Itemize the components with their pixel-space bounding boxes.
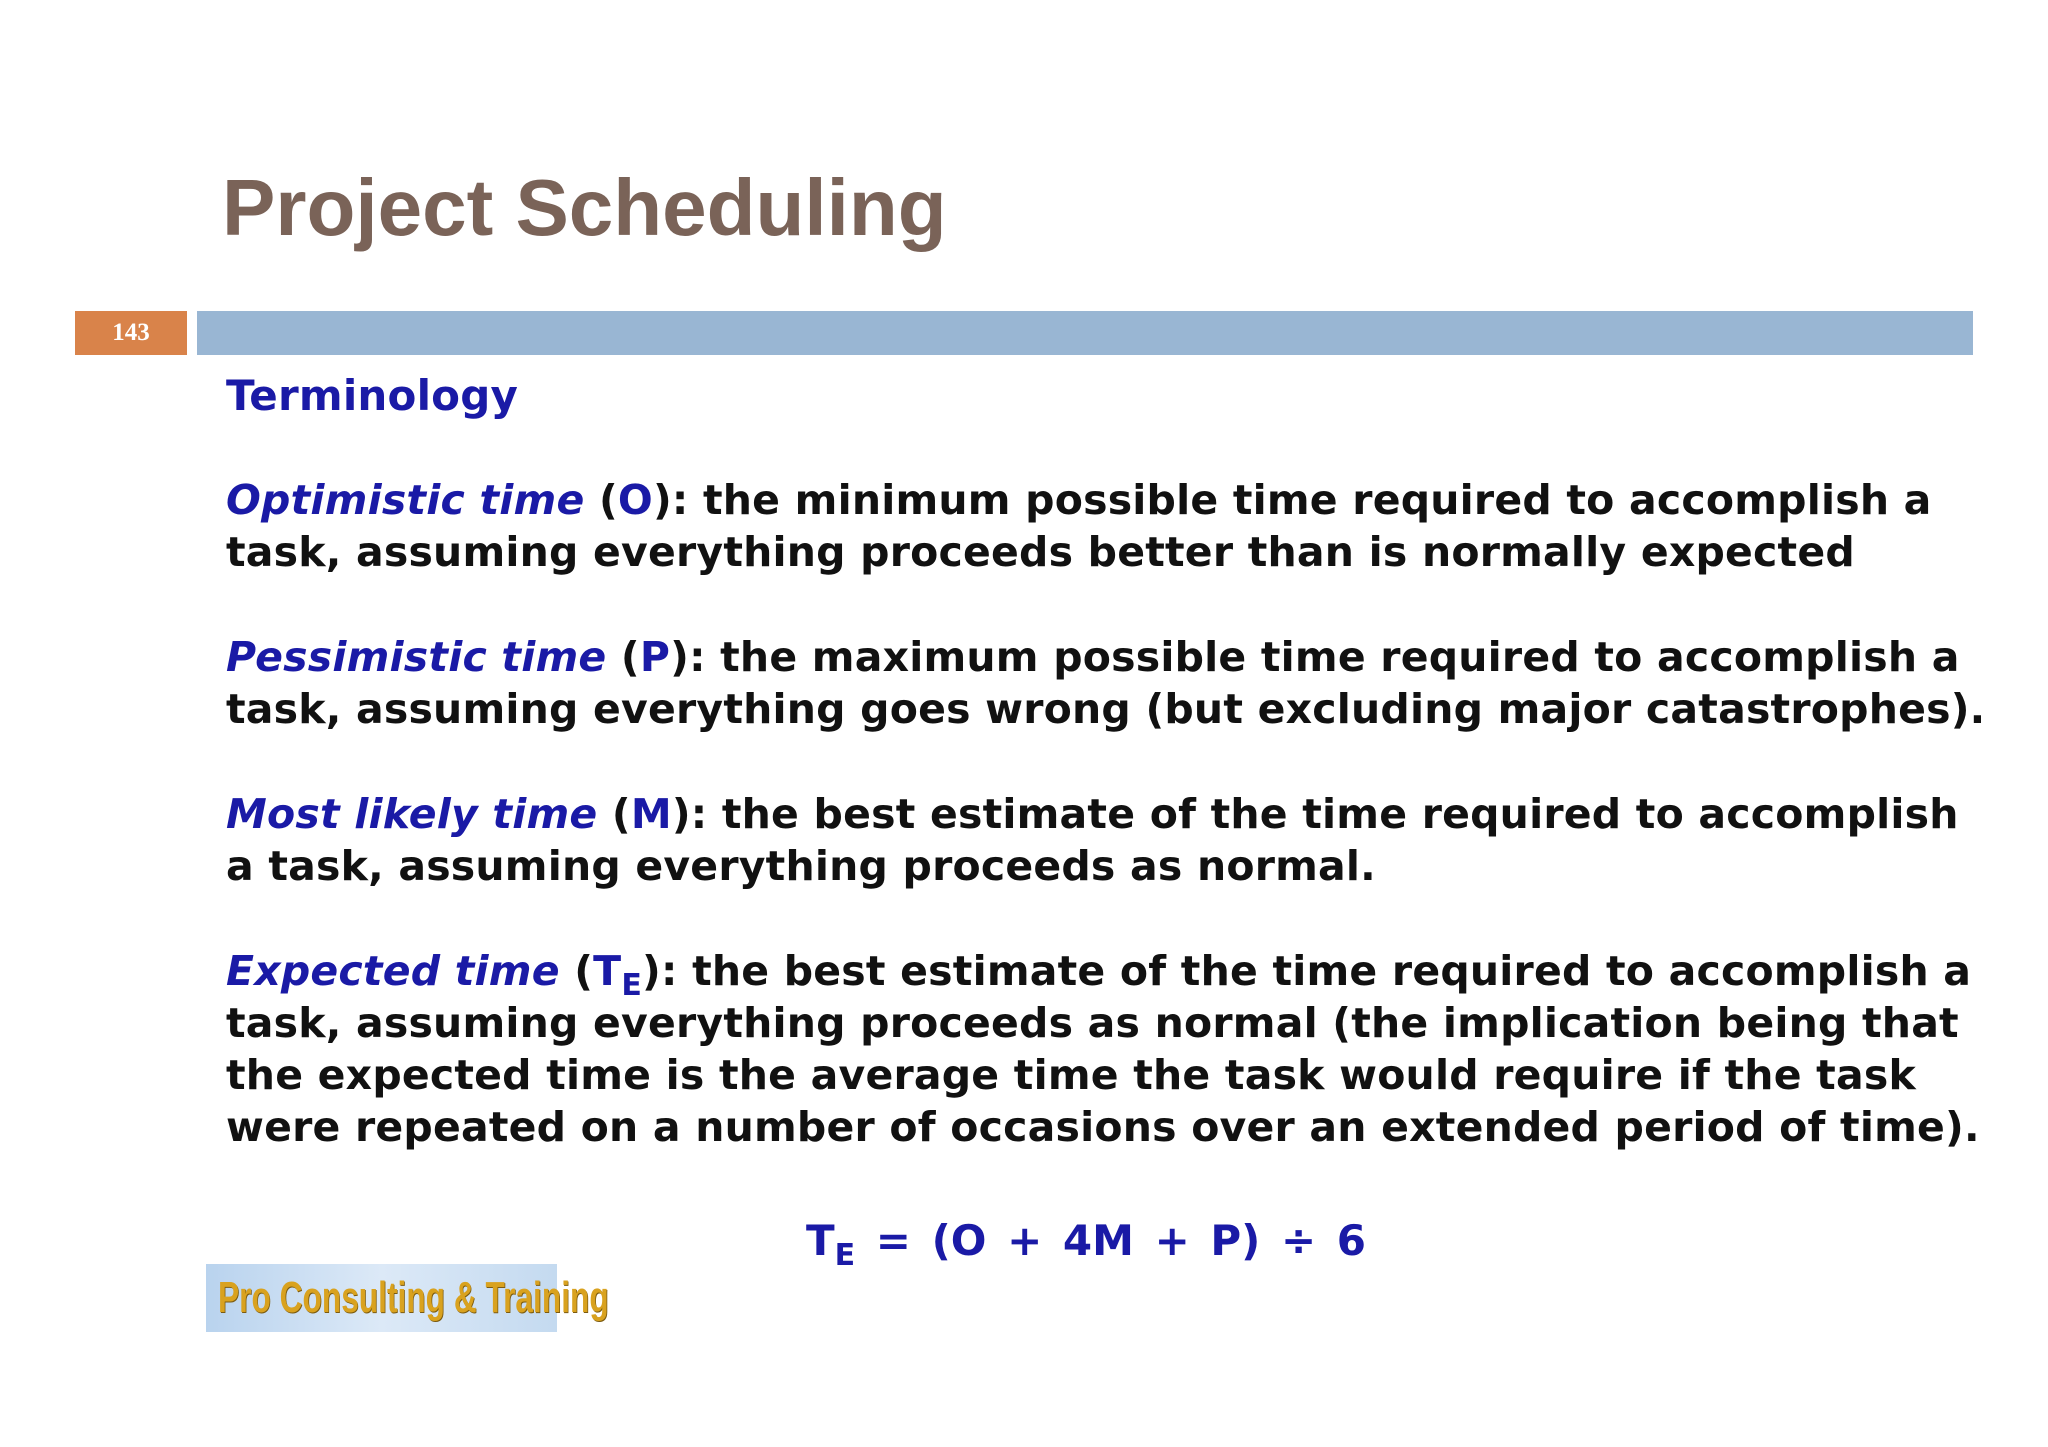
term-symbol-subscript: E (621, 968, 643, 1003)
symbol-paren-close: ) (652, 476, 672, 524)
term-symbol-main: T (593, 947, 622, 995)
definition-line (226, 788, 1986, 840)
definition-text: : the minimum possible time required to accomplish a (671, 476, 1932, 524)
logo-text: Pro Consulting & Training (218, 1273, 609, 1322)
definition-expected (226, 945, 1986, 1153)
formula-lhs: T (806, 1216, 835, 1265)
symbol-paren-close: ) (671, 790, 691, 838)
term-symbol (593, 947, 643, 1003)
definition-line: a task, assuming everything proceeds as normal. (226, 842, 1376, 890)
term-symbol: P (639, 633, 671, 681)
definition-line (226, 945, 1986, 1003)
symbol-paren-close: ) (642, 947, 661, 995)
term-symbol: M (630, 790, 672, 838)
term-label: Most likely time (226, 790, 598, 838)
definition-text: : the maximum possible time required to accomplish a (689, 633, 1960, 681)
title-divider-bar (197, 311, 1973, 355)
definition-line: the expected time is the average time the task would require if the task (226, 1051, 1916, 1099)
definition-optimistic (226, 474, 1986, 578)
symbol-paren-close: ) (670, 633, 690, 681)
page-number-badge: 143 (75, 311, 187, 355)
expected-time-formula (806, 1213, 1367, 1273)
symbol-paren-open: ( (611, 790, 631, 838)
definition-pessimistic (226, 631, 1986, 735)
definition-text: : the best estimate of the time required to accomplish (690, 790, 1959, 838)
definition-line (226, 474, 1986, 526)
formula-rhs: = (O + 4M + P) ÷ 6 (875, 1216, 1367, 1265)
formula-lhs-subscript: E (834, 1238, 856, 1273)
definition-most-likely (226, 788, 1986, 892)
section-heading: Terminology (226, 371, 519, 420)
symbol-paren-open: ( (620, 633, 640, 681)
symbol-paren-open: ( (574, 947, 594, 995)
definition-line: task, assuming everything proceeds better than is normally expected (226, 528, 1855, 576)
term-symbol: O (617, 476, 653, 524)
symbol-paren-open: ( (598, 476, 618, 524)
definition-line (226, 631, 1986, 683)
definition-text: : the best estimate of the time required to accomplish a (661, 947, 1972, 995)
definition-line: were repeated on a number of occasions over an extended period of time). (226, 1103, 1980, 1151)
definition-line: task, assuming everything proceeds as normal (the implication being that (226, 999, 1959, 1047)
term-label: Pessimistic time (226, 633, 607, 681)
term-label: Optimistic time (226, 476, 585, 524)
definition-line: task, assuming everything goes wrong (but excluding major catastrophes). (226, 685, 1986, 733)
slide-title: Project Scheduling (222, 163, 947, 252)
company-logo (206, 1264, 609, 1332)
slide-content (226, 370, 1986, 1206)
term-label: Expected time (226, 947, 560, 995)
